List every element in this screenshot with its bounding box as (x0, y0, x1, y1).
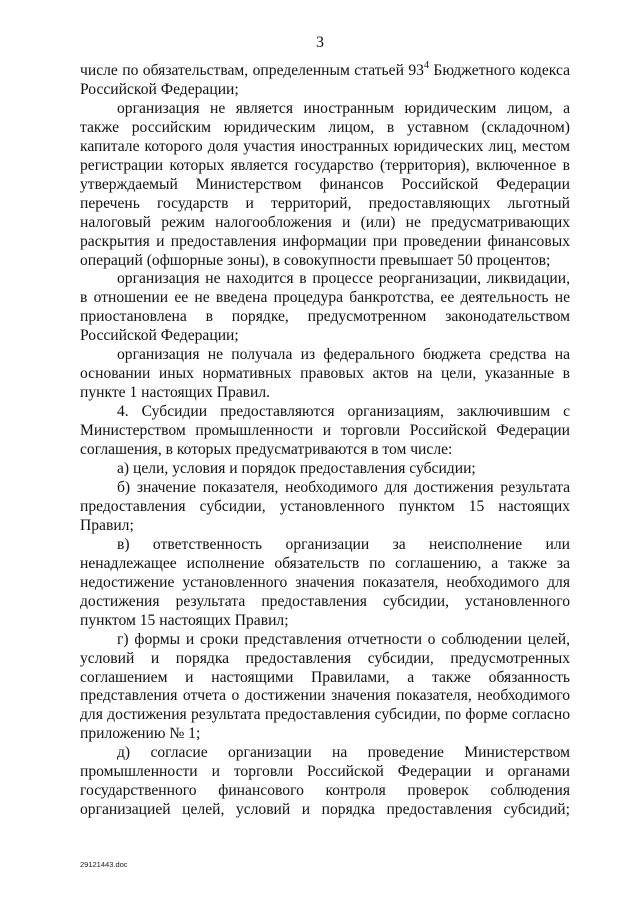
subitem-g: г) формы и сроки представления отчетности о соблюдении целей, условий и порядка предоставления субсидии, предусмотренных соглашением и настоящими Правилами, а также обязанность представления отчета о достижении значения показателя, необходимого для достижения результата предоставления субсидии, по форме согласно приложению № 1; (80, 630, 570, 743)
paragraph-continuation (80, 59, 571, 100)
subitem-a: а) цели, условия и порядок предоставления субсидии; (117, 460, 476, 478)
paragraph-federal-funds: организация не получала из федерального бюджета средства на основании иных нормативных правовых актов на цели, указанные в пункте 1 настоящих Правил. (80, 346, 570, 402)
document-body (80, 59, 571, 820)
superscript-index: 4 (423, 59, 429, 71)
paragraph-foreign-entity: организация не является иностранным юридическим лицом, а также российским юридическим лицом, в уставном (складочном) капитале которого доля участия иностранных юридических лиц, местом регистрации которых является государство (территория), включенное в утверждаемый Министерством финансов Российской Федерации перечень государств и территорий, предоставляющих льготный налоговый режим налогообложения и (или) не предусматривающих раскрытия и предоставления информации при проведении финансовых операций (офшорные зоны), в совокупности превышает 50 процентов; (80, 99, 570, 269)
paragraph-text: числе по обязательствам, определенным статьей 93 (80, 62, 424, 79)
subitem-d: д) согласие организации на проведение Министерством промышленности и торговли Российской Федерации и органами государственного финансового контроля проверок соблюдения организацией целей, условий и порядка предоставления субсидий; (80, 744, 570, 819)
page-number: 3 (316, 34, 324, 51)
subitem-b: б) значение показателя, необходимого для достижения результата предоставления субсидии, установленного пунктом 15 настоящих Правил; (80, 478, 570, 534)
subitem-v: в) ответственность организации за неисполнение или ненадлежащее исполнение обязательств по соглашению, а также за недостижение установленного значения показателя, необходимого для достижения результата предоставления субсидии, установленного пунктом 15 настоящих Правил; (80, 535, 570, 629)
paragraph-text: Бюджетного кодекса Российской Федерации; (80, 62, 571, 98)
document-code: 29121443.doc (80, 860, 128, 869)
paragraph-item-4: 4. Субсидии предоставляются организациям, заключившим с Министерством промышленности и торговли Российской Федерации соглашения, в которых предусматриваются в том числе: (80, 403, 570, 459)
paragraph-reorganization: организация не находится в процессе реорганизации, ликвидации, в отношении ее не введена процедура банкротства, ее деятельность не приостановлена в порядке, предусмотренном законодательством Российской Федерации; (80, 270, 570, 345)
